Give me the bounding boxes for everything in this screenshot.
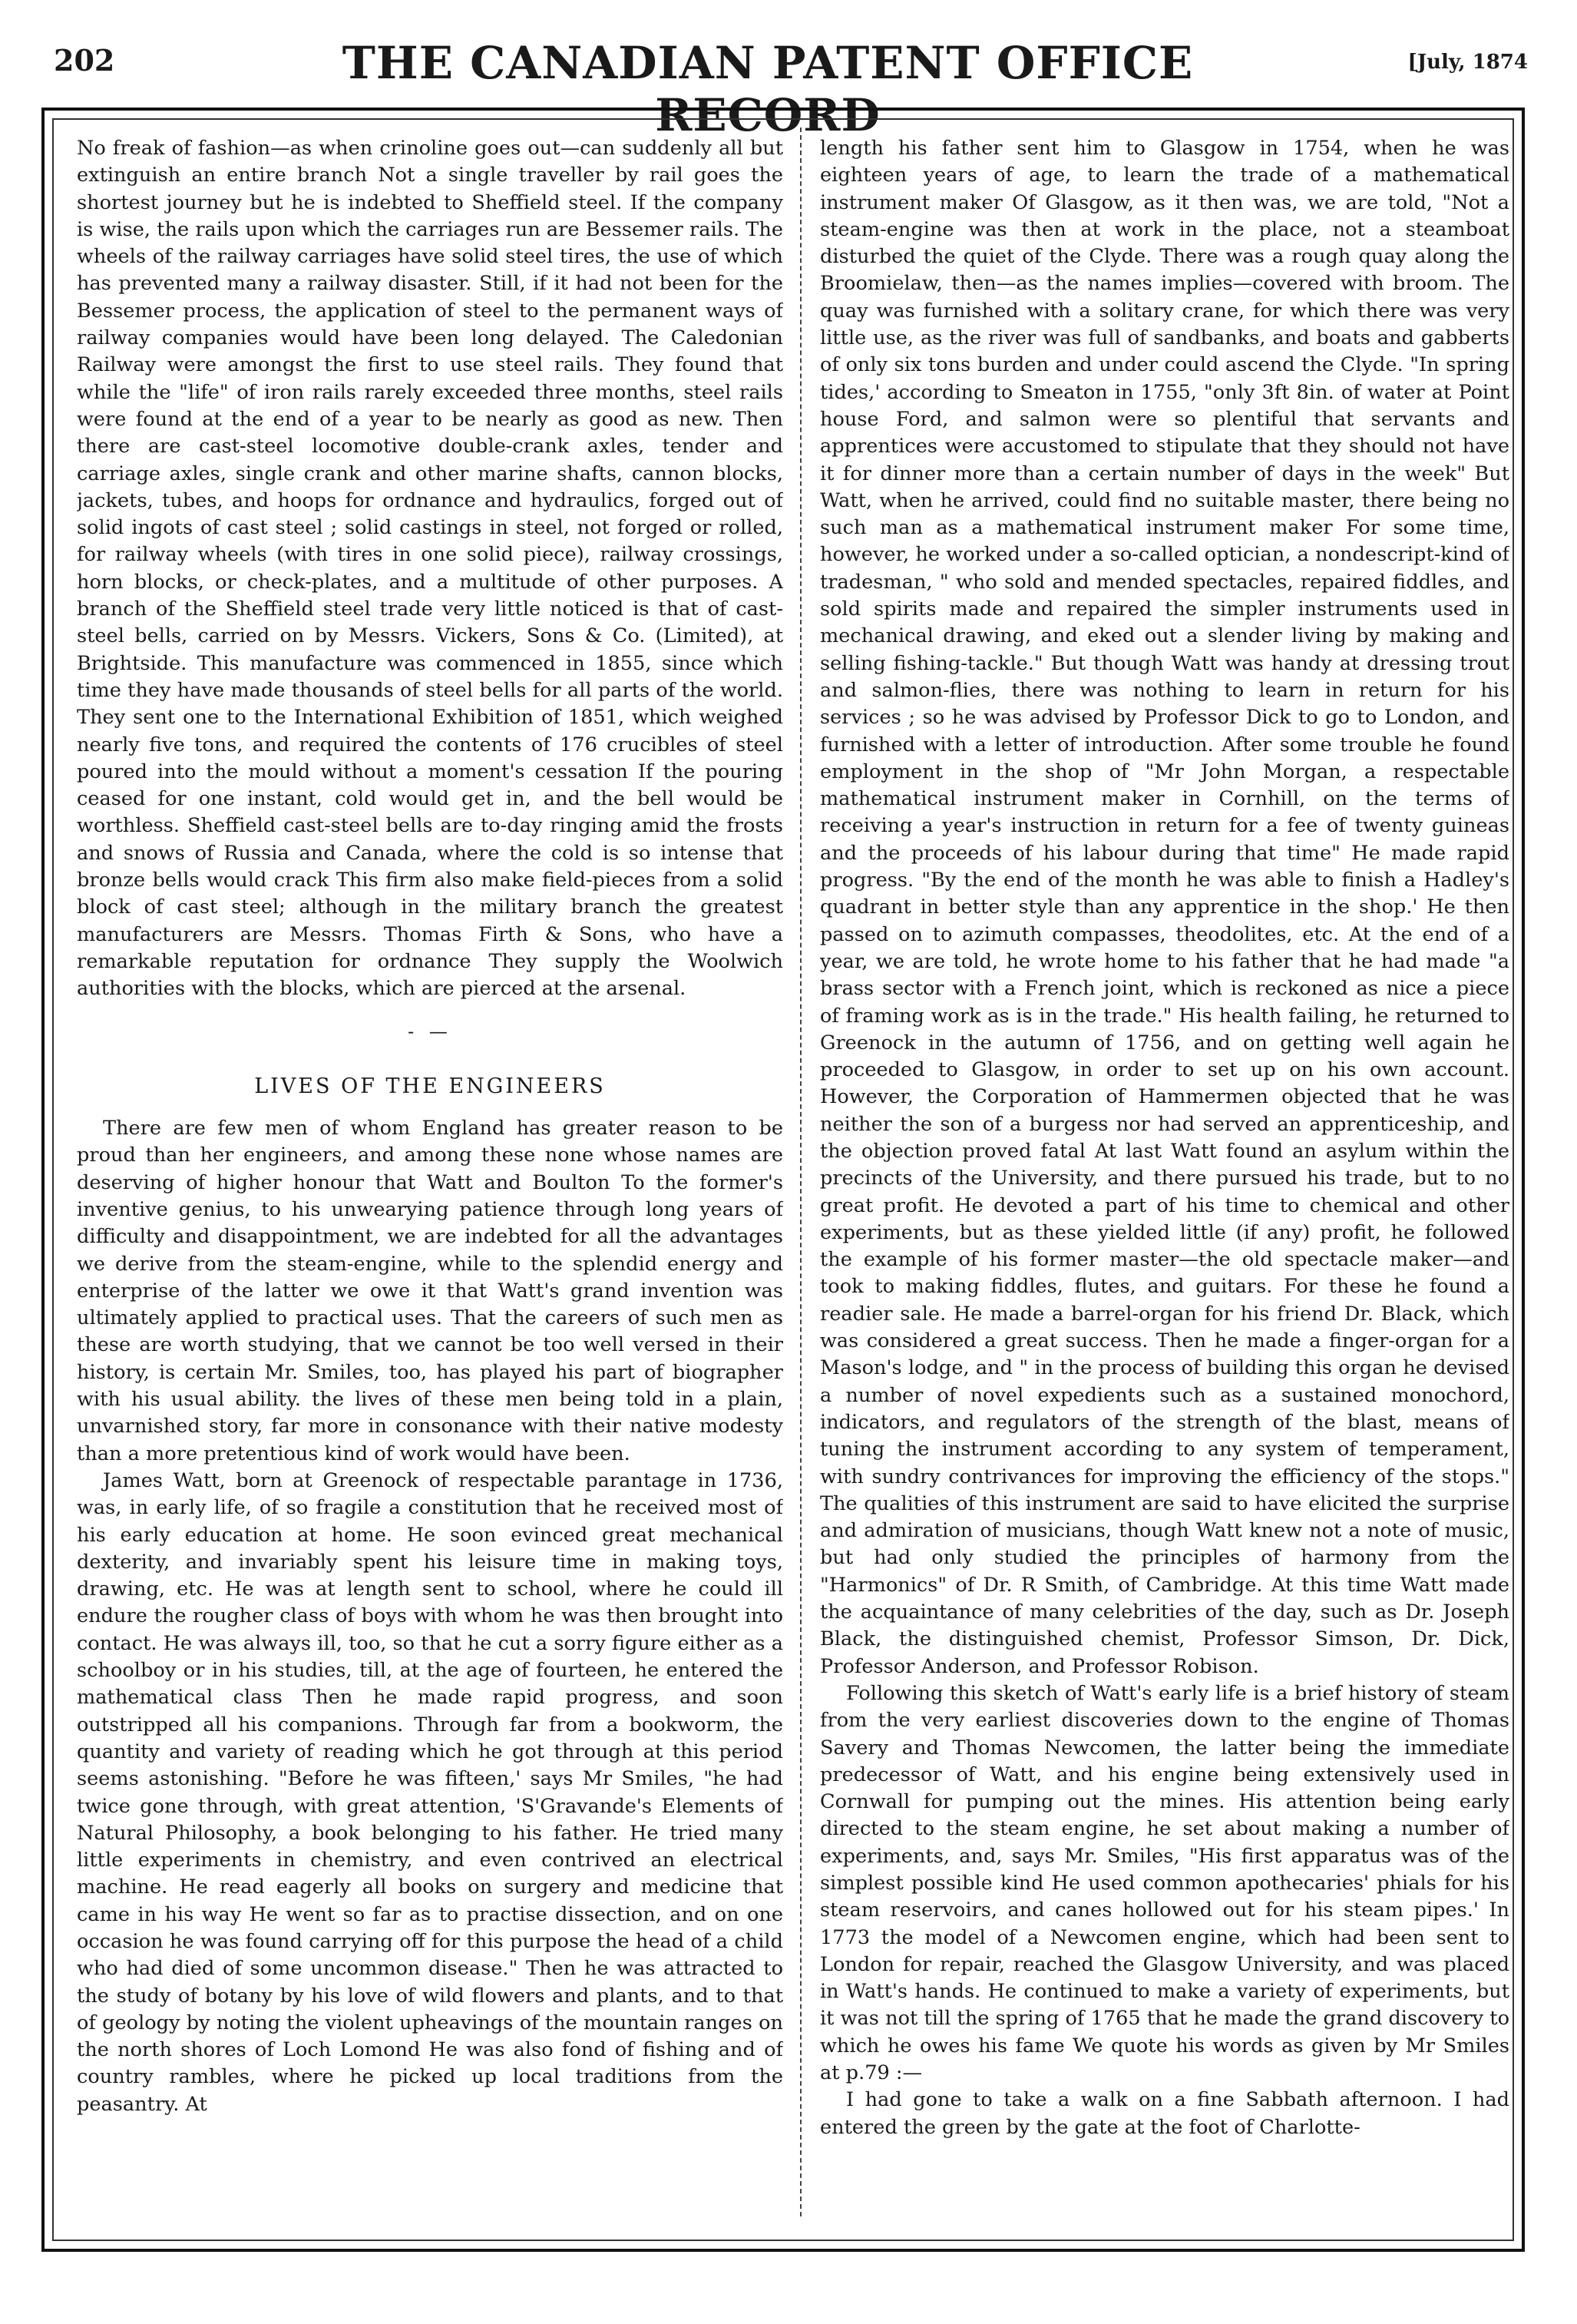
section-separator: - — — [408, 1020, 452, 1042]
right-column — [820, 135, 1509, 2201]
watt-early-life-paragraph: James Watt, born at Greenock of respectable parantage in 1736, was, in early life, of so fragile a constitution that he received most of his early education at home. He soon evinced great mechanical dexterity, and invariably spent his leisure time in making toys, drawing, etc. He was at length sent to school, where he could ill endure the rougher class of boys with whom he was then brought into contact. He was always ill, too, so that he cut a sorry figure either as a schoolboy or in his studies, till, at the age of fourteen, he entered the mathematical class Then he made rapid progress, and soon outstripped all his companions. Through far from a bookworm, the quantity and variety of reading which he got through at this period seems astonishing. "Before he was fifteen,' says Mr Smiles, "he had twice gone through, with great attention, 'S'Gravande's Elements of Natural Philosophy, a book belonging to his father. He tried many little experiments in chemistry, and even contrived an electrical machine. He read eagerly all books on surgery and medicine that came in his way He went so far as to practise dissection, and on one occasion he was found carrying off for this purpose the head of a child who had died of some uncommon disease." Then he was attracted to the study of botany by his love of wild flowers and plants, and to that of geology by noting the violent upheavings of the mountain ranges on the north shores of Loch Lomond He was also fond of fishing and of country rambles, where he picked up local traditions from the peasantry. At — [77, 1468, 783, 2116]
section-heading: LIVES OF THE ENGINEERS — [254, 1074, 606, 1098]
steel-trade-paragraph: No freak of fashion—as when crinoline goes out—can suddenly all but extinguish an entire branch Not a single traveller by rail goes the shortest journey but he is indebted to Sheffield steel. If the company is wise, the rails upon which the carriages run are Bessemer rails. The wheels of the railway carriages have solid steel tires, the use of which has prevented many a railway disaster. Still, if it had not been for the Bessemer process, the application of steel to the permanent ways of railway companies would have been long delayed. The Caledonian Railway were amongst the first to use steel rails. They found that while the "life" of iron rails rarely exceeded three months, steel rails were found at the end of a year to be nearly as good as new. Then there are cast-steel locomotive double-crank axles, tender and carriage axles, single crank and other marine shafts, cannon blocks, jackets, tubes, and hoops for ordnance and hydraulics, forged out of solid ingots of cast steel ; solid castings in steel, not forged or rolled, for railway wheels (with tires in one solid piece), railway crossings, horn blocks, or check-plates, and a multitude of other purposes. A branch of the Sheffield steel trade very little noticed is that of cast-steel bells, carried on by Messrs. Vickers, Sons & Co. (Limited), at Brightside. This manufacture was commenced in 1855, since which time they have made thousands of steel bells for all parts of the world. They sent one to the International Exhibition of 1851, which weighed nearly five tons, and required the contents of 176 crucibles of steel poured into the mould without a moment's cessation If the pouring ceased for one instant, cold would get in, and the bell would be worthless. Sheffield cast-steel bells are to-day ringing amid the frosts and snows of Russia and Canada, where the cold is so intense that bronze bells would crack This firm also make field-pieces from a solid block of cast steel; although in the military branch the greatest manufacturers are Messrs. Thomas Firth & Sons, who have a remarkable reputation for ordnance They supply the Woolwich authorities with the blocks, which are pierced at the arsenal. — [77, 137, 783, 1001]
journal-title: THE CANADIAN PATENT OFFICE RECORD — [342, 37, 1194, 141]
engineers-intro-paragraph: There are few men of whom England has greater reason to be proud than her engineers, and among these none whose names are deserving of higher honour that Watt and Boulton To the former's inventive genius, to his unwearying patience through long years of difficulty and disappointment, we are indebted for all the advantages we derive from the steam-engine, while to the splendid energy and enterprise of the latter we owe it that Watt's grand invention was ultimately applied to practical uses. That the careers of such men as these are worth studying, that we cannot be too well versed in their history, is certain Mr. Smiles, too, has played his part of biographer with his usual ability. the lives of these men being told in a plain, unvarnished story, far more in consonance with their native modesty than a more pretentious kind of work would have been. — [77, 1117, 783, 1465]
watt-glasgow-paragraph: length his father sent him to Glasgow in 1754, when he was eighteen years of age, to learn the trade of a mathematical instrument maker Of Glasgow, as it then was, we are told, "Not a steam-engine was then at work in the place, not a steamboat disturbed the quiet of the Clyde. There was a rough quay along the Broomielaw, then—as the names implies—covered with broom. The quay was furnished with a solitary crane, for which there was very little use, as the river was full of sandbanks, and boats and gabberts of only six tons burden and under could ascend the Clyde. "In spring tides,' according to Smeaton in 1755, "only 3ft 8in. of water at Point house Ford, and salmon were so plentiful that servants and apprentices were accustomed to stipulate that they should not have it for dinner more than a certain number of days in the week" But Watt, when he arrived, could find no suitable master, there being no such man as a mathematical instrument maker For some time, however, he worked under a so-called optician, a nondescript-kind of tradesman, " who sold and mended spectacles, repaired fiddles, and sold spirits made and repaired the simpler instruments used in mechanical drawing, and eked out a slender living by making and selling fishing-tackle." But though Watt was handy at dressing trout and salmon-flies, there was nothing to learn in return for his services ; so he was advised by Professor Dick to go to London, and furnished with a letter of introduction. After some trouble he found employment in the shop of "Mr John Morgan, a respectable mathematical instrument maker in Cornhill, on the terms of receiving a year's instruction in return for a fee of twenty guineas and the proceeds of his labour during that time" He made rapid progress. "By the end of the month he was able to finish a Hadley's quadrant in better style than any apprentice in the shop.' He then passed on to azimuth compasses, theodolites, etc. At the end of a year, we are told, he wrote home to his father that he had made "a brass sector with a French joint, which is reckoned as nice a piece of framing work as is in the trade." His health failing, he returned to Greenock in the autumn of 1756, and on getting well again he proceeded to Glasgow, in order to set up on his own account. However, the Corporation of Hammermen objected that he was neither the son of a burgess nor had served an apprenticeship, and the objection proved fatal At last Watt found an asylum within the precincts of the University, and there pursued his trade, but to no great profit. He devoted a part of his time to chemical and other experiments, but as these yielded little (if any) profit, he followed the example of his former master—the old spectacle maker—and took to making fiddles, flutes, and guitars. For these he found a readier sale. He made a barrel-organ for his friend Dr. Black, which was considered a great success. Then he made a finger-organ for a Mason's lodge, and " in the process of building this organ he devised a number of novel expedients such as a sustained monochord, indicators, and regulators of the strength of the blast, means of tuning the instrument according to any system of temperament, with sundry contrivances for improving the efficiency of the stops." The qualities of this instrument are said to have elicited the surprise and admiration of musicians, though Watt knew not a note of music, but had only studied the principles of harmony from the "Harmonics" of Dr. R Smith, of Cambridge. At this time Watt made the acquaintance of many celebrities of the day, such as Dr. Joseph Black, the distinguished chemist, Professor Simson, Dr. Dick, Professor Anderson, and Professor Robison. — [820, 137, 1509, 1678]
column-divider — [800, 127, 802, 2216]
issue-date: [July, 1874 — [1407, 51, 1528, 74]
page-number: 202 — [54, 43, 115, 78]
steam-history-paragraph: Following this sketch of Watt's early life is a brief history of steam from the very earliest discoveries down to the engine of Thomas Savery and Thomas Newcomen, the latter being the immediate predecessor of Watt, and his engine being extensively used in Cornwall for pumping out the mines. His attention being early directed to the steam engine, he set about making a number of experiments, and, says Mr. Smiles, "His first apparatus was of the simplest possible kind He used common apothecaries' phials for his steam reservoirs, and canes hollowed out for his steam pipes.' In 1773 the model of a Newcomen engine, which had been sent to London for repair, reached the Glasgow University, and was placed in Watt's hands. He continued to make a variety of experiments, but it was not till the spring of 1765 that he made the grand discovery to which he owes his fame We quote his words as given by Mr Smiles at p.79 :— — [820, 1681, 1509, 2085]
left-column — [77, 135, 783, 2201]
page-header — [0, 0, 1577, 141]
watt-quote-paragraph: I had gone to take a walk on a fine Sabbath afternoon. I had entered the green by the gate at the foot of Charlotte- — [820, 2088, 1509, 2139]
